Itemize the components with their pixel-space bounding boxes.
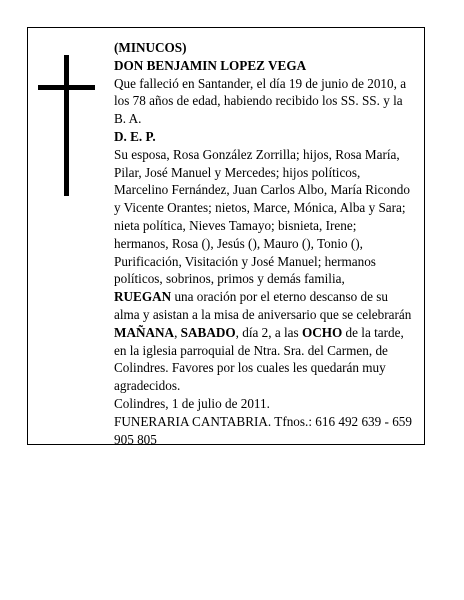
request-time-text: , día 2, a las	[235, 324, 302, 340]
mass-request	[114, 288, 414, 395]
ruegan-word: RUEGAN	[114, 289, 172, 305]
request-separator: ,	[174, 324, 181, 340]
sabado-word: SABADO	[180, 324, 236, 340]
funeral-home: FUNERARIA CANTABRIA. Tfnos.: 616 492 639 - 659 905 805	[114, 413, 412, 447]
group-label: (MINUCOS)	[114, 40, 187, 55]
cross-icon	[64, 55, 69, 196]
request-location-text: de la tarde, en la iglesia parroquial de Ntra. Sra. del Carmen, de Colindres. Favores por los cuales les quedarán muy agradecidos.	[114, 324, 404, 394]
deceased-name: DON BENJAMIN LOPEZ VEGA	[114, 57, 307, 73]
ocho-word: OCHO	[301, 324, 343, 340]
death-details: Que falleció en Santander, el día 19 de junio de 2010, a los 78 años de edad, habiendo recibido los SS. SS. y la B. A.	[114, 75, 407, 127]
dep-line: D. E. P.	[114, 128, 156, 144]
request-text: una oración por el eterno descanso de su alma y asistan a la misa de aniversario que se celebrarán	[114, 289, 412, 322]
family-list: Su esposa, Rosa González Zorrilla; hijos, Rosa María, Pilar, José Manuel y Mercedes; hijos políticos, Marcelino Fernández, Juan Carlos Albo, María Ricondo y Vicente Orantes; nietos, Marce, Mónica, Alba y Sara; nieta política, Nieves Tamayo; bisnieta, Irene; hermanos, Rosa (), Jesús (), Mauro (), Tonio (), Purificación, Visitación y José Manuel; hermanos políticos, sobrinos, primos y demás familia,	[114, 146, 410, 287]
notice-body	[114, 39, 414, 448]
manana-word: MAÑANA	[114, 324, 175, 340]
cross-icon-bar	[38, 85, 95, 90]
date-place: Colindres, 1 de julio de 2011.	[114, 395, 270, 411]
